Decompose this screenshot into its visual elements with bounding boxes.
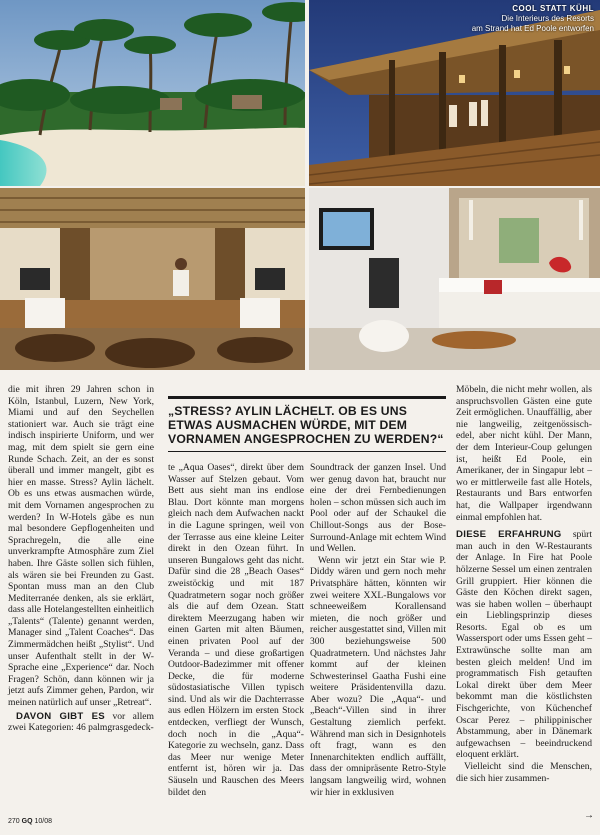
column-1-paragraph-2-text: vor allem zwei Kategorien: 46 palmgrasgedeck- xyxy=(8,710,154,734)
caption-line-1: Die Interieurs des Resorts xyxy=(501,14,594,23)
column-1-paragraph-2 xyxy=(8,711,154,734)
bedroom-photo xyxy=(309,188,600,370)
page-footer xyxy=(8,818,52,825)
run-in-heading: DAVON GIBT ES xyxy=(16,710,105,722)
beach-palms-photo xyxy=(0,0,305,186)
text-column-4 xyxy=(456,384,592,784)
pull-quote: „STRESS? AYLIN LÄCHELT. OB ES UNS ETWAS AUSMACHEN WÜRDE, MIT DEM VORNAMEN ANGESPROCHEN ZU WERDEN?“ xyxy=(168,396,446,452)
beach-photo xyxy=(0,0,305,186)
reception-photo xyxy=(0,188,305,370)
caption-title: COOL STATT KÜHL xyxy=(512,4,594,13)
run-in-heading-2: DIESE ERFAHRUNG xyxy=(456,529,562,541)
photo-caption xyxy=(472,4,594,34)
column-4-paragraph-3: Vielleicht sind die Menschen, die sich hier zusammen- xyxy=(456,761,592,784)
villa-bedroom-photo xyxy=(309,188,600,370)
magazine-name: GQ xyxy=(21,818,33,825)
terrace-photo xyxy=(309,0,600,186)
text-column-2 xyxy=(168,462,304,798)
column-3-paragraph-1: Soundtrack der ganzen Insel. Und wer genug davon hat, braucht nur eine der drei Fernbedienungen holen – schon müssen sich auch im Pool oder auf der Schaukel die Chillout-Songs aus der Bose-Surround-Anlage mit echtem Wind und Wellen. xyxy=(310,462,446,555)
column-4-paragraph-2 xyxy=(456,529,592,761)
column-3-paragraph-2: Wenn wir jetzt ein Star wie P. Diddy wären und gern noch mehr Privatsphäre hätten, könnten wir zwei weitere XXL-Bungalows vor schneeweißem Korallensand mieten, die noch größer und reicher ausgestattet sind, Villen mit 300 beziehungsweise 500 Quadratmetern. Und nächstes Jahr kommt auf der kleinen Schwesterinsel Gaatha Fushi eine weitere Präsidentenvilla dazu. Aber wozu? Die „Aqua“- und „Beach“-Villen sind in ihrer Gestaltung ziemlich perfekt. Während man sich in Designhotels oft fragt, wann es den Innenarchitekten endlich auffällt, dass der omnipräsente Retro-Style langsam langweilig wird, wohnen wir hier in exklusiven xyxy=(310,554,446,798)
page-number: 270 xyxy=(8,818,20,825)
caption-line-2: am Strand hat Ed Poole entworfen xyxy=(471,24,594,33)
text-column-1 xyxy=(8,384,154,734)
issue-date: 10/08 xyxy=(34,818,53,825)
column-1-paragraph-1: die mit ihren 29 Jahren schon in Köln, Istanbul, Luzern, New York, Miami und auf den Seychellen stationiert war. Auch sie trägt eine indisch inspirierte Uniform, und wer mag, mit dem spielt sie gern eine Runde Schach. Zeit, an der es sonst überall und immer mangelt, gibt es hier en masse. Stress? Aylin lächelt. Ob es uns etwas ausmachen würde, mit dem Vornamen angesprochen zu werden? In W-Hotels gäbe es nun mal besondere Gepflogenheiten und Sprachregeln, die alle eine unverkrampfte Atmosphäre zum Ziel haben. Ihre Gäste sollen sich fühlen, als wären sie bei Freunden zu Gast. Spontan muss man an den Club Mediterranée denken, als sie erklärt, dass alle Hotelangestellten einheitlich „Talents“ (Talente) genannt werden, Manager sind „Talent Coaches“. Das Zimmermädchen heißt „Stylist“. Und unser Aufenthalt stellt in der W-Sprache eine „Experience“ dar. Noch Fragen? Schön, dann können wir ja jetzt aufs Zimmer gehen, Pardon, wir meinen natürlich auf unser „Retreat“. xyxy=(8,384,154,709)
column-4-paragraph-1: Möbeln, die nicht mehr wollen, als anspruchsvollen Gästen eine gute Zeit ermöglichen. Unauffällig, aber nie langweilig, zeitgenössisch-edel, aber nicht kühl. Der Mann, der dem Interieur-Coup gelungen ist, heißt Ed Poole, ein Amerikaner, der in Singapur lebt – wo er mittlerweile fast alle Hotels, Restaurants und Bars entworfen hat, die Wallpaper irgendwann einmal empfohlen hat. xyxy=(456,384,592,523)
column-4-paragraph-2-text: spürt man auch in den W-Restaurants der Anlage. In Fire hat Poole hölzerne Sessel um einen zentralen Grill gruppiert. Hier können die Gäste den Köchen direkt sagen, was sie haben wollen – überhaupt ein Lieblingsprinzip dieses Resorts. Egal ob es um Wassersport oder ums Essen geht – Extrawünsche sollte man am besten gleich melden! Und im programmatisch Fish getauften Lokal direkt über dem Meer bekommt man die köstlichsten Fischgerichte, von Küchenchef Oscar Perez – philippinischer Abstammung, aber in Dänemark aufgewachsen – beeindruckend eloquent erklärt. xyxy=(456,529,592,761)
continue-arrow-icon: → xyxy=(584,810,594,821)
reception-desk-photo xyxy=(0,188,305,370)
text-column-3 xyxy=(310,462,446,798)
column-2-paragraph-1: te „Aqua Oases“, direkt über dem Wasser auf Stelzen gebaut. Vom Bett aus sieht man ins endlose Blau. Dort könnte man morgens gleich nach dem Aufwachen nackt in die Lagune springen, weil von der Terrasse aus eine kleine Leiter direkt in den Ozean führt. In unseren Bungalows geht das nicht. Dafür sind die 28 „Beach Oases“ zweistöckig und mit 187 Quadratmetern sogar noch größer als die auf dem Ozean. Statt direktem Meerzugang haben wir einen Garten mit alten Bäumen, einen privaten Pool auf der Veranda – und diese großartigen Outdoor-Badezimmer mit offener Decke, die für moderne südostasiatische Villen typisch sind. Und als wir die Dachterrasse aus edlen Hölzern im ersten Stock entdecken, verfliegt der Wunsch, doch noch in die „Aqua“-Kategorie zu wechseln, ganz. Dass das Meer nur wenige Meter entfernt ist, hören wir ja. Das Säuseln und Rauschen des Meers bildet den xyxy=(168,462,304,798)
